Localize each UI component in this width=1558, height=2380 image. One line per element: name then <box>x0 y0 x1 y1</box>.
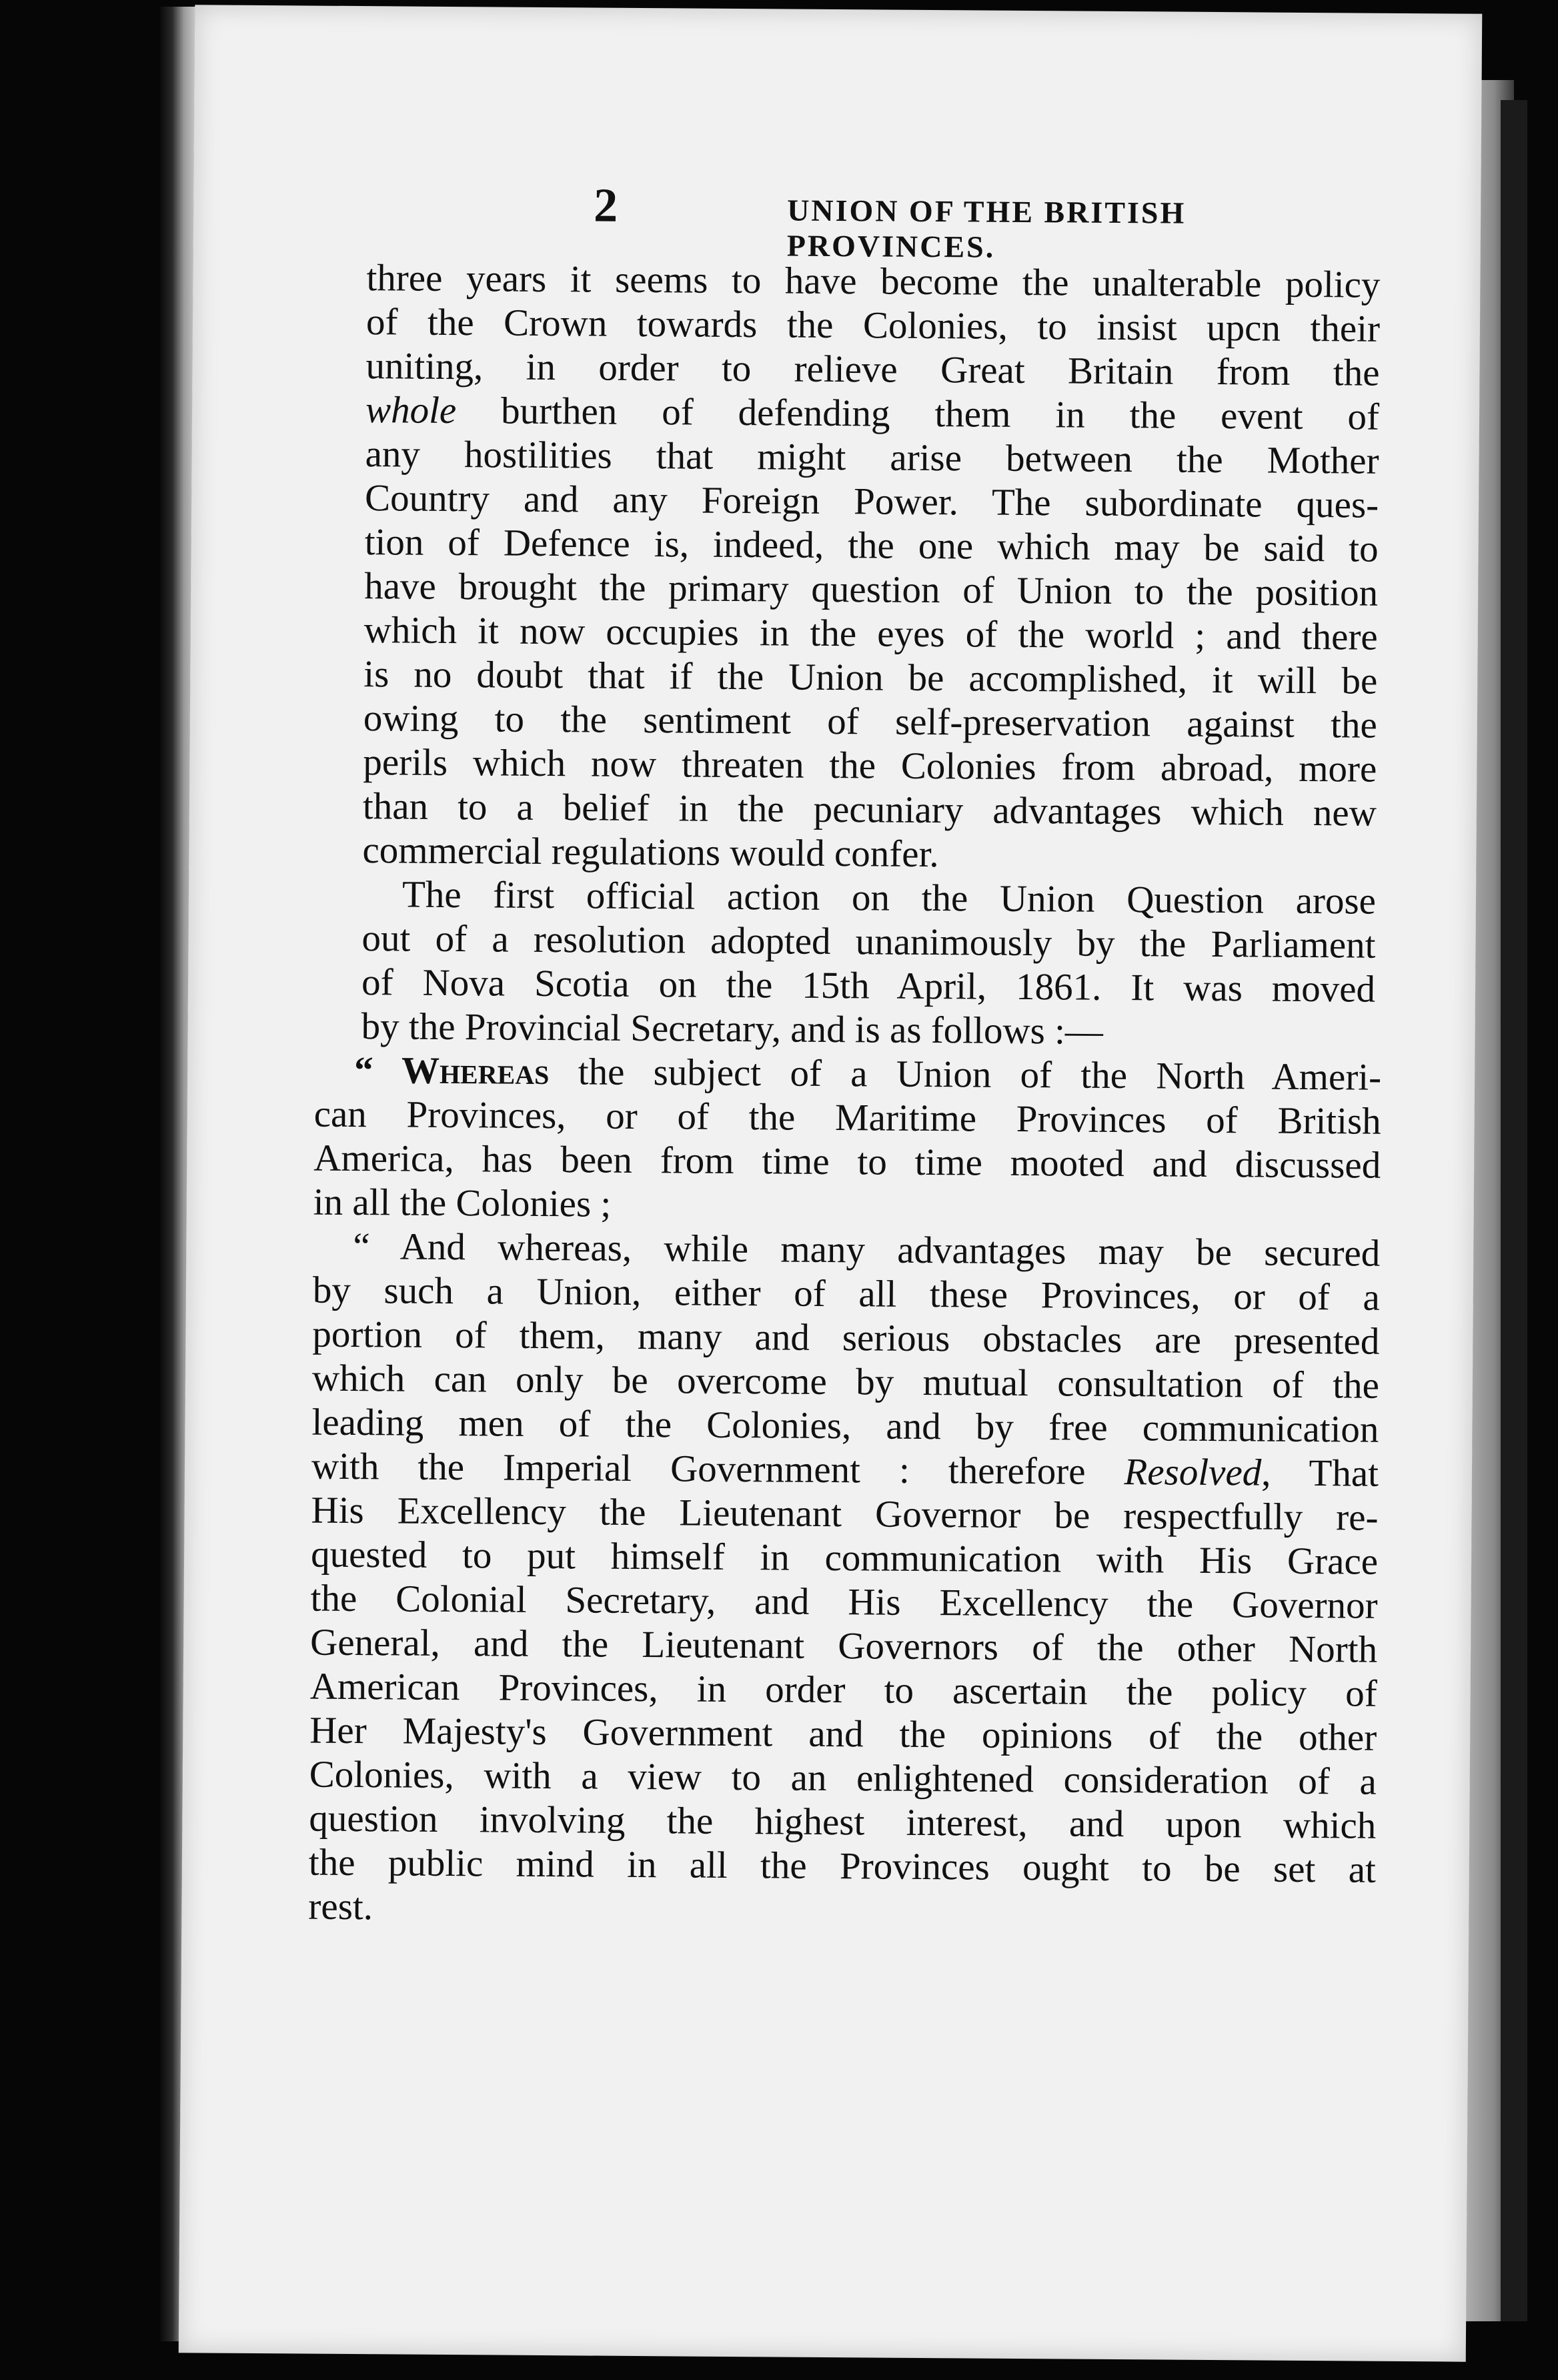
text-line: than to a belief in the pecuniary advantages which new <box>362 785 1377 834</box>
paragraph-defence <box>362 256 1380 880</box>
text-line: question involving the highest interest, and upon which <box>309 1797 1377 1847</box>
text-line: His Excellency the Lieutenant Governor be respectfully re- <box>311 1489 1379 1539</box>
text-line: tion of Defence is, indeed, the one which may be said to <box>364 521 1379 570</box>
running-head <box>367 176 1381 264</box>
text-line: commercial regulations would confer. <box>362 829 939 876</box>
text-line: perils which now threaten the Colonies from abroad, more <box>363 741 1377 790</box>
text-line: uniting, in order to relieve Great Britain from the <box>365 345 1380 394</box>
text-line: of the Crown towards the Colonies, to insist upcn their <box>365 301 1381 350</box>
text-line: out of a resolution adopted unanimously by the Parliament <box>361 917 1376 967</box>
text-line: General, and the Lieutenant Governors of the other North <box>309 1621 1378 1671</box>
text-line: which it now occupies in the eyes of the world ; and there <box>363 609 1378 658</box>
resolved-word: Resolved <box>1124 1451 1262 1494</box>
text-line: by such a Union, either of all these Provinces, or of a <box>312 1269 1381 1319</box>
text-line: the Colonial Secretary, and His Excellency the Governor <box>310 1577 1378 1627</box>
text-line: leading men of the Colonies, and by free communication <box>311 1401 1379 1451</box>
text-line: three years it seems to have become the unalterable policy <box>366 257 1381 306</box>
text-fragment: burthen of defending them in the event of <box>500 390 1380 438</box>
whereas-lead: “ Whereas <box>353 1049 550 1093</box>
text-line <box>314 1049 1381 1100</box>
text-fragment: with the Imperial Government : therefore <box>311 1445 1086 1493</box>
text-line: American Provinces, in order to ascertain the policy of <box>309 1665 1377 1715</box>
text-fragment: , That <box>1261 1451 1379 1495</box>
text-line: can Provinces, or of the Maritime Provinces of British <box>313 1093 1381 1143</box>
text-line: America, has been from time to time mooted and discussed <box>313 1137 1381 1187</box>
text-line: the public mind in all the Provinces ought to be set at <box>308 1841 1377 1891</box>
text-line: which can only be overcome by mutual consultation of the <box>311 1357 1380 1407</box>
paragraph-first-action <box>361 872 1376 1056</box>
text-line <box>365 388 1379 440</box>
text-line: is no doubt that if the Union be accomplished, it will be <box>363 653 1378 702</box>
text-line: any hostilities that might arise between the Mother <box>365 433 1379 482</box>
text-line: Country and any Foreign Power. The subordinate ques- <box>364 477 1379 526</box>
text-line: have brought the primary question of Union to the position <box>364 565 1379 614</box>
text-line <box>311 1445 1379 1496</box>
text-line: quested to put himself in communication with His Grace <box>310 1533 1379 1583</box>
text-line: Her Majesty's Government and the opinions of the other <box>309 1709 1377 1759</box>
page-content <box>308 176 1382 1936</box>
text-line: of Nova Scotia on the 15th April, 1861. It was moved <box>361 961 1376 1011</box>
text-line: owing to the sentiment of self-preservation against the <box>363 697 1378 746</box>
italic-word: whole <box>365 389 457 432</box>
text-line: “ And whereas, while many advantages may be secured <box>353 1225 1381 1275</box>
page-shadow-strip <box>1501 100 1527 2321</box>
book-page <box>179 5 1483 2361</box>
text-line: The first official action on the Union Question arose <box>402 873 1377 923</box>
text-line: Colonies, with a view to an enlightened consideration of a <box>309 1753 1377 1803</box>
body-text <box>308 256 1382 1936</box>
text-line: portion of them, many and serious obstacles are presented <box>312 1313 1380 1363</box>
text-fragment: the subject of a Union of the North Ameri- <box>549 1051 1382 1099</box>
text-line: rest. <box>308 1885 373 1928</box>
running-title: UNION OF THE BRITISH PROVINCES. <box>786 193 1187 264</box>
resolution-quote <box>308 1049 1381 1936</box>
text-line: in all the Colonies ; <box>313 1181 612 1225</box>
text-line: by the Provincial Secretary, and is as follows :— <box>361 1005 1104 1053</box>
page-number: 2 <box>593 178 618 232</box>
